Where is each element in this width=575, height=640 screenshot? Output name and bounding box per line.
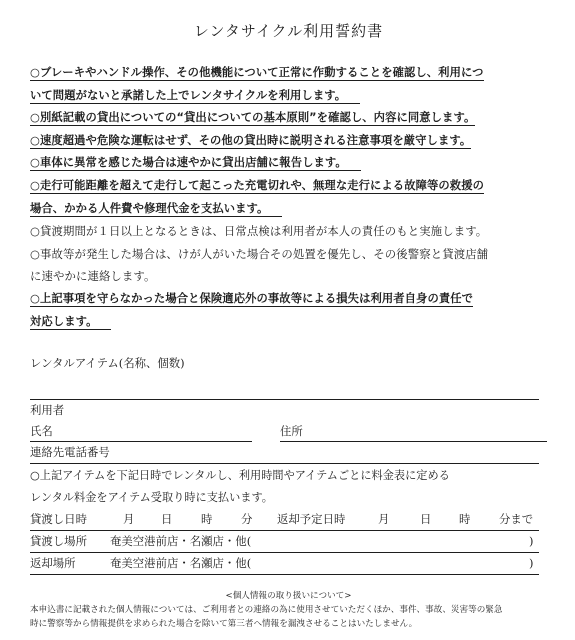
return-day-unit: 日	[420, 512, 432, 527]
return-hour-unit: 時	[459, 512, 471, 527]
privacy-line: 本申込書に記載された個人情報については、ご利用者との連絡の為に使用させていただくほか、事件、事故、災害等の緊急	[30, 605, 503, 616]
agreement-line: レンタル料金をアイテム受取り時に支払います。	[30, 491, 273, 505]
clause-line: 場合、かかる人件費や修理代金を支払います。	[30, 202, 282, 217]
clause-daily-inspection	[30, 220, 547, 243]
page-title: レンタサイクル利用誓約書	[193, 22, 384, 40]
address-field[interactable]	[280, 421, 547, 442]
agreement-notice	[30, 465, 547, 509]
user-label: 利用者	[30, 403, 65, 418]
lend-minute-unit: 分	[241, 512, 253, 527]
lend-hour-unit: 時	[201, 512, 213, 527]
lend-location-options: 奄美空港前店・名瀬店・他(	[110, 534, 252, 549]
return-month-unit: 月	[378, 512, 390, 527]
lend-location-close: )	[529, 534, 534, 549]
clause-line: ○車体に異常を感じた場合は速やかに貸出店舗に報告します。	[30, 156, 361, 171]
clause-basic-principles	[30, 107, 547, 130]
return-location-options: 奄美空港前店・名瀬店・他(	[110, 556, 252, 571]
rental-item-label: レンタルアイテム(名称、個数)	[30, 356, 185, 371]
clause-line: 対応します。	[30, 315, 111, 330]
phone-field[interactable]	[30, 442, 539, 464]
privacy-title: <個人情報の取り扱いについて>	[225, 591, 352, 602]
lend-month-unit: 月	[123, 512, 135, 527]
clause-report-abnormality	[30, 152, 547, 175]
datetime-row[interactable]	[30, 509, 539, 531]
clause-line: ○別紙記載の貸出についての“貸出についての基本原則”を確認し、内容に同意します。	[30, 111, 476, 125]
return-location-label: 返却場所	[30, 556, 76, 571]
privacy-line: 時に警察等から情報提供を求められた場合を除いて第三者へ情報を漏洩させることはいたしません。	[30, 619, 418, 630]
clause-liability	[30, 288, 547, 333]
address-label: 住所	[280, 424, 303, 439]
return-location-close: )	[529, 556, 534, 571]
return-datetime-label: 返却予定日時	[277, 512, 346, 527]
name-field[interactable]	[30, 421, 252, 442]
agreement-line: ○上記アイテムを下記日時でレンタルし、利用時間やアイテムごとに料金表に定める	[30, 469, 450, 483]
clause-line: いて問題がないと承諾した上でレンタサイクルを利用します。	[30, 89, 360, 104]
clause-line: ○貸渡期間が１日以上となるときは、日常点検は利用者が本人の責任のもと実施します。	[30, 224, 488, 239]
name-address-row	[30, 421, 547, 442]
clause-line: に速やかに連絡します。	[30, 269, 156, 284]
return-until-unit: 分まで	[499, 512, 534, 527]
clause-line: ○速度超過や危険な運転はせず、その他の貸出時に説明される注意事項を厳守します。	[30, 133, 472, 147]
return-location-row[interactable]	[30, 553, 539, 575]
clause-accident	[30, 243, 547, 288]
clause-line: ○事故等が発生した場合は、けが人がいた場合その処置を優先し、その後警察と貸渡店舗	[30, 246, 489, 261]
name-label: 氏名	[30, 424, 53, 439]
clause-line: ○走行可能距離を超えて走行して起こった充電切れや、無理な走行による故障等の救援の	[30, 178, 484, 192]
clause-safe-riding	[30, 130, 547, 153]
rental-item-field[interactable]	[30, 375, 539, 400]
lend-location-label: 貸渡し場所	[30, 534, 87, 549]
clause-line: ○ブレーキやハンドル操作、その他機能について正常に作動することを確認し、利用につ	[30, 66, 484, 79]
clause-brake-check	[30, 62, 547, 107]
lend-datetime-label: 貸渡し日時	[30, 512, 87, 527]
lend-location-row[interactable]	[30, 531, 539, 553]
lend-day-unit: 日	[161, 512, 173, 527]
phone-label: 連絡先電話番号	[30, 445, 110, 460]
clause-line: ○上記事項を守らなかった場合と保険適応外の事故等による損失は利用者自身の責任で	[30, 291, 474, 305]
privacy-body	[30, 603, 547, 631]
clause-rescue-costs	[30, 175, 547, 220]
